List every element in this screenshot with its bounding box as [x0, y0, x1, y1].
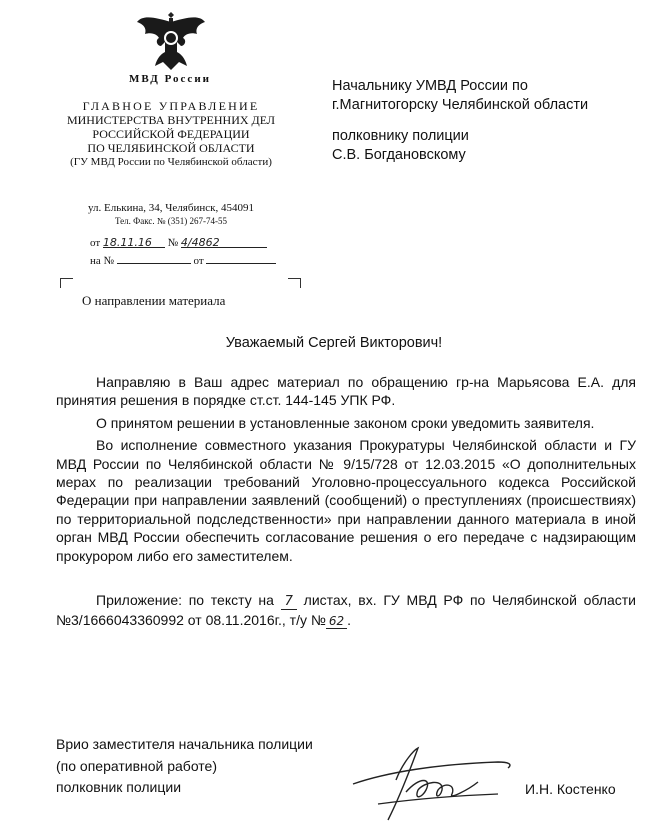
address: ул. Елькина, 34, Челябинск, 454091 [88, 202, 254, 214]
registration-line [90, 236, 267, 249]
attachment-paragraph [56, 591, 636, 631]
body-paragraph: Направляю в Ваш адрес материал по обращению гр-на Марьясова Е.А. для принятия решения в порядке ст.ст. 144-145 УПК РФ. [56, 374, 636, 409]
org-line: ПО ЧЕЛЯБИНСКОЙ ОБЛАСТИ [87, 141, 255, 155]
recipient-line: г.Магнитогорску Челябинской области [332, 97, 589, 113]
on-label: на № [90, 255, 115, 267]
attachment-prefix: Приложение: по тексту на [96, 592, 274, 609]
signer-position: Врио заместителя начальника полиции [56, 736, 313, 752]
signer-rank: полковник полиции [56, 779, 182, 795]
signer-name: И.Н. Костенко [525, 781, 616, 797]
attachment-details: листах, вх. ГУ МВД РФ по Челябинской области №3/1666043360992 от 08.11.2016г., т/у № [56, 592, 636, 629]
handwritten-signature [348, 742, 518, 824]
body-paragraph: О принятом решении в установленные законом сроки уведомить заявителя. [96, 414, 595, 431]
recipient-rank: полковнику полиции [332, 128, 469, 144]
org-line: ГЛАВНОЕ УПРАВЛЕНИЕ [82, 99, 260, 113]
reg-number-label: № [167, 237, 179, 249]
letter-body [56, 373, 636, 635]
reference-line [90, 252, 276, 267]
reg-date: 18.11.16 [103, 236, 165, 248]
address-block [40, 202, 302, 228]
on-number-blank [117, 252, 191, 264]
subject-corner-right [288, 278, 301, 288]
on-from-label: от [193, 255, 204, 267]
double-headed-eagle-emblem [135, 8, 207, 72]
recipient-line: Начальнику УМВД России по [332, 78, 528, 94]
greeting: Уважаемый Сергей Викторович! [225, 335, 443, 351]
body-paragraph: Во исполнение совместного указания Прокуратуры Челябинской области и ГУ МВД России по Челябинской области № 9/15/728 от 12.03.2015 «О дополнительных мерах по реализации требований Уголовно-процессуального кодекса Российской Федерации при направлении заявлений (сообщений) о преступлениях (происшествиях) по территориальной подследственности» при направлении данного материала в иной орган МВД России обеспечить согласование решения о его передаче с надзирающим прокурором либо его заместителем. [56, 437, 636, 564]
org-title: МВД России [128, 73, 211, 85]
org-line: МИНИСТЕРСТВА ВНУТРЕННИХ ДЕЛ [66, 113, 276, 127]
attachment-suffix: . [347, 612, 352, 629]
reg-from-label: от [90, 237, 101, 249]
attachment-tu-number: 62 [326, 614, 347, 629]
org-line: РОССИЙСКОЙ ФЕДЕРАЦИИ [92, 127, 250, 141]
org-line: (ГУ МВД России по Челябинской области) [70, 156, 272, 168]
phone: Тел. Факс. № (351) 267-74-55 [115, 216, 227, 226]
recipient-name: С.В. Богдановскому [332, 147, 466, 163]
subject: О направлении материала [82, 293, 226, 308]
attachment-sheets: 7 [281, 594, 297, 610]
org-block [40, 99, 302, 169]
subject-corner-left [60, 278, 73, 288]
signer-department: (по оперативной работе) [56, 758, 218, 774]
reg-number: 4/4862 [181, 236, 267, 248]
on-date-blank [206, 252, 276, 264]
